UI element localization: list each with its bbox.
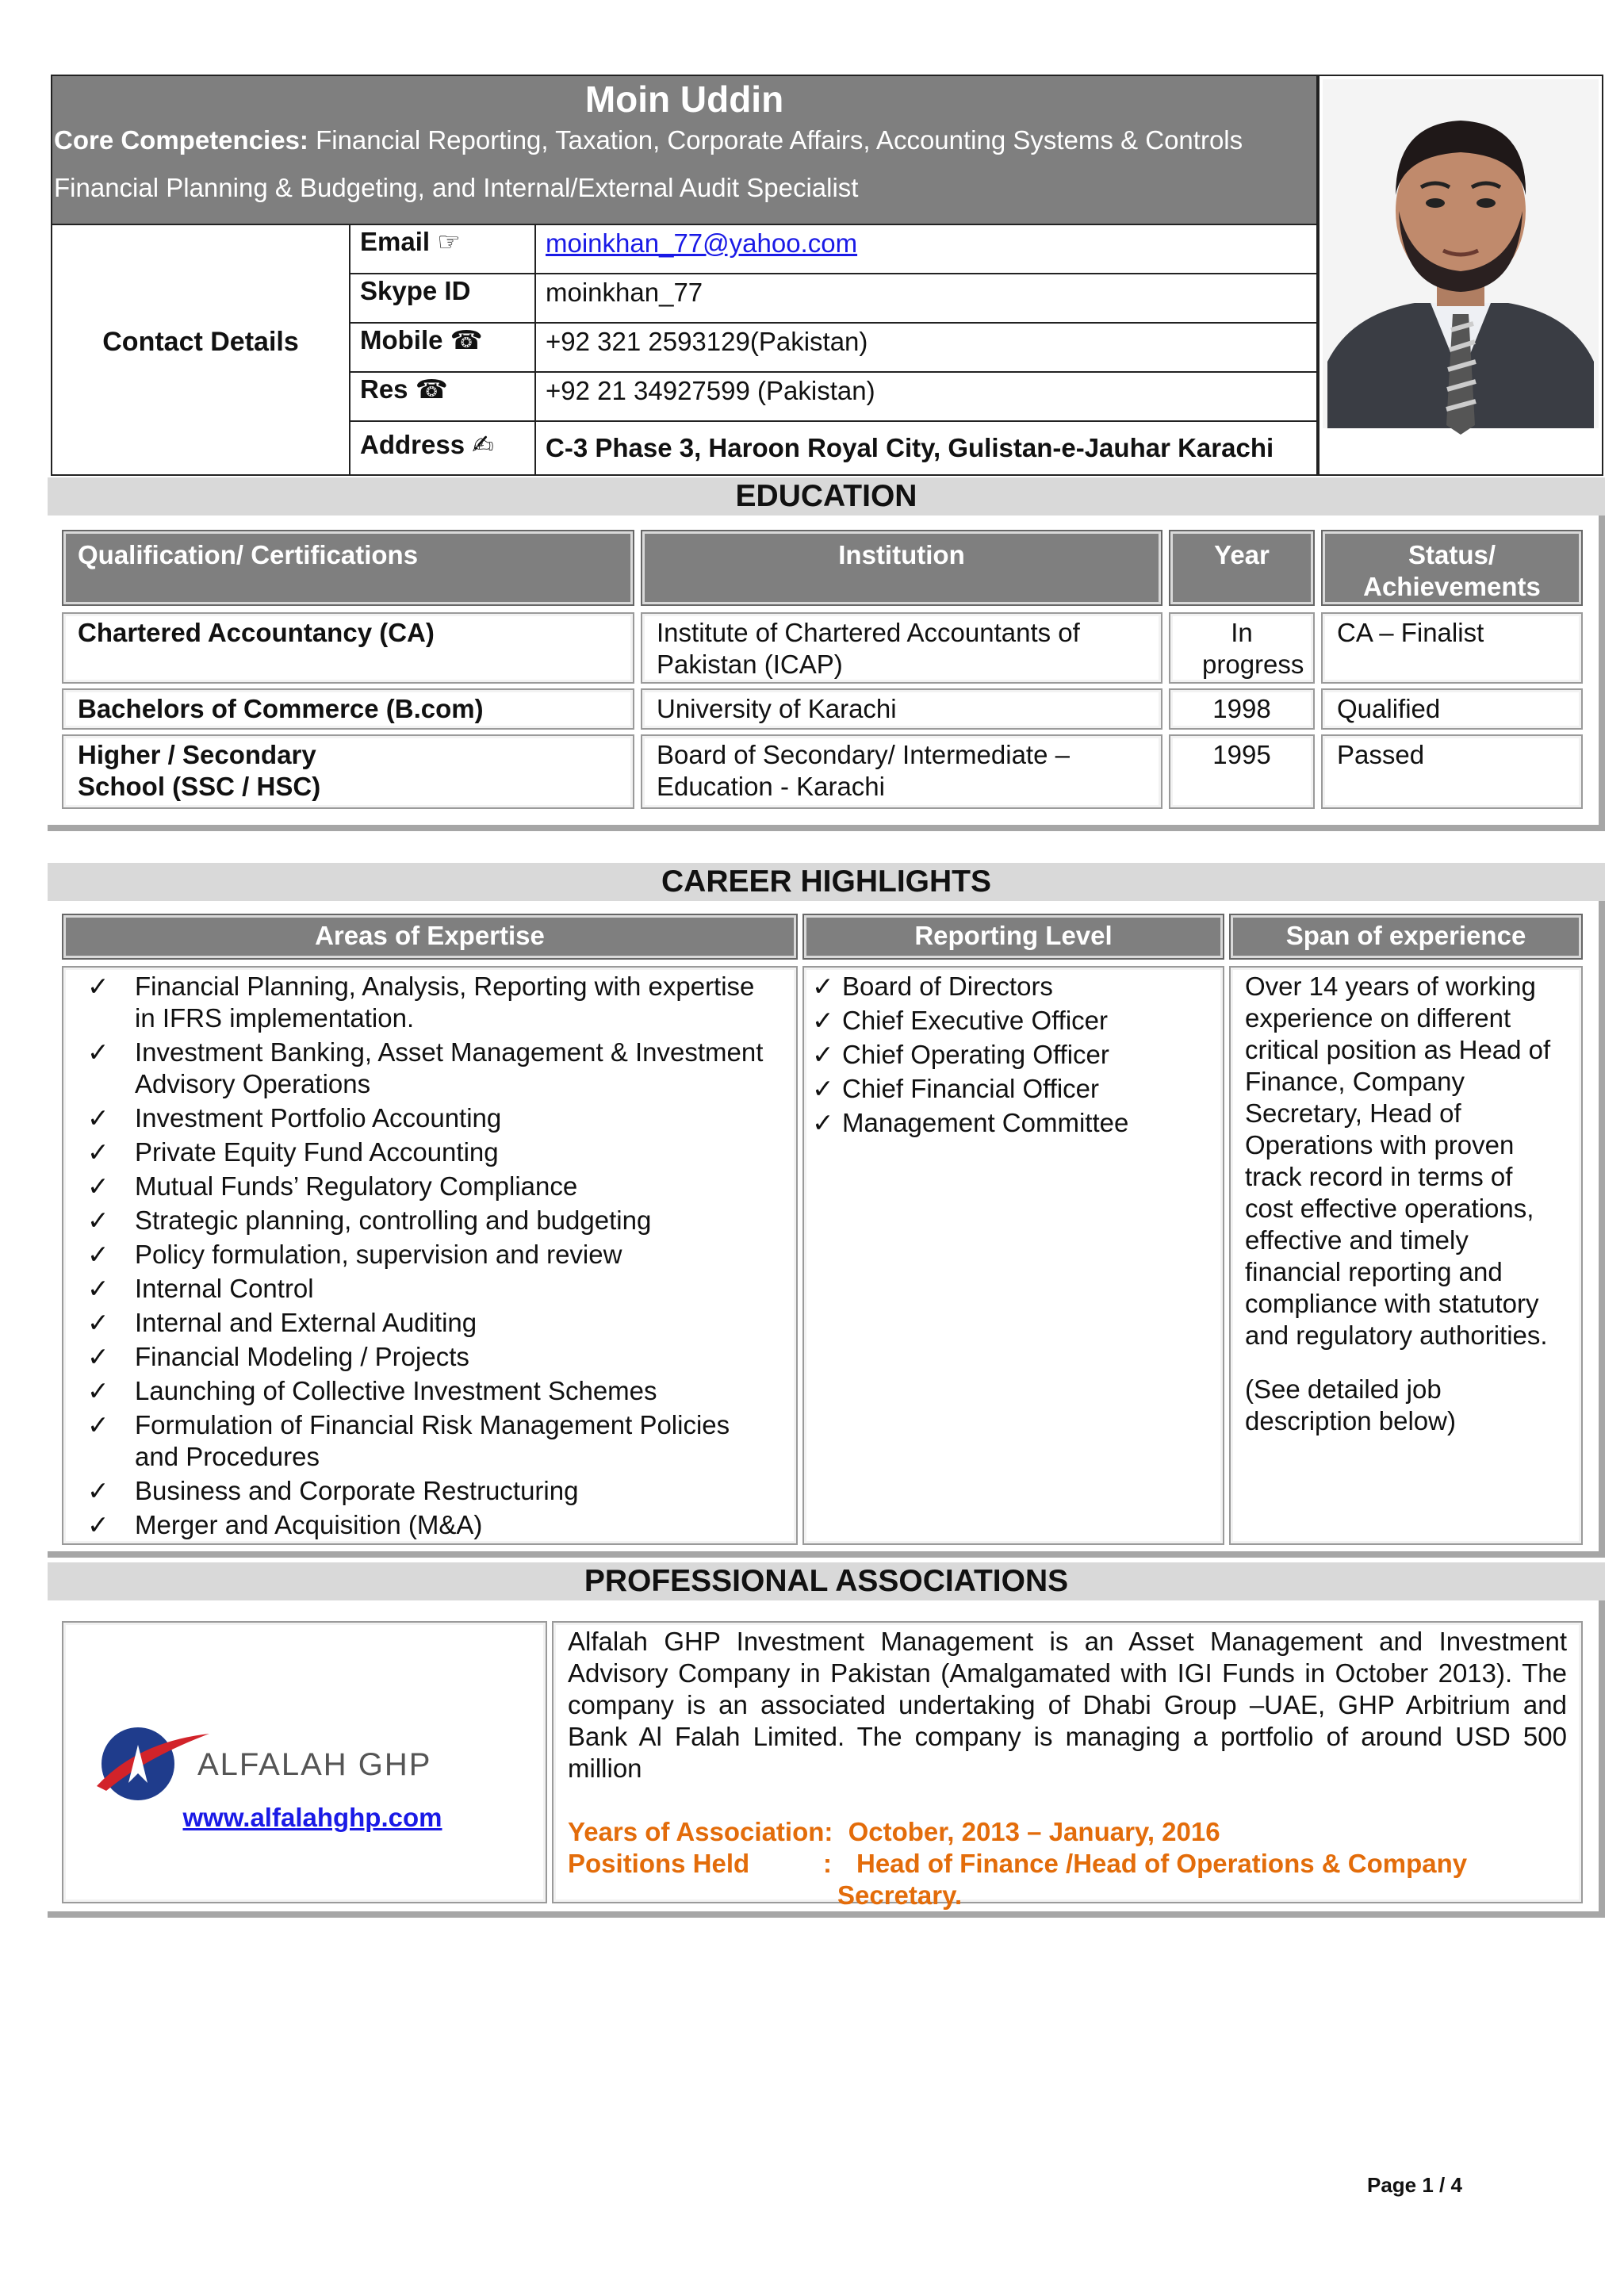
address-value: C-3 Phase 3, Haroon Royal City, Gulistan-e-Jauhar Karachi [546,433,1274,462]
edu-row-2-status: Qualified [1321,688,1583,730]
checkmark-icon: ✓ [87,972,109,1001]
contact-table [51,224,1318,476]
association-description: Alfalah GHP Investment Management is an Asset Management and Investment Advisory Company in Pakistan (Amalgamated with IGI Funds in October 2013). The company is an associated undertaking of Dhabi Group –UAE, GHP Arbitrium and Bank Al Falah Limited. The company is managing a portfolio of around USD 500 million [568,1627,1567,1783]
contact-row-mobile [350,324,1316,373]
contact-row-address [350,422,1316,476]
edu-row-3-year: 1995 [1169,734,1315,809]
reporting-item-text: Chief Executive Officer [842,1006,1109,1035]
competencies-text-1: Financial Reporting, Taxation, Corporate Affairs, Accounting Systems & Controls [316,125,1243,155]
mobile-label: Mobile [360,325,443,355]
years-label: Years of Association: [568,1817,833,1846]
edu-header-year: Year [1169,530,1315,606]
edu-row-1-institution: Institute of Chartered Accountants of Pakistan (ICAP) [641,612,1162,684]
associations-panel [48,1600,1605,1918]
pointing-hand-icon: ☞ [437,227,461,256]
reporting-item [804,971,1215,1002]
expertise-item [63,1273,764,1305]
reporting-item-text: Board of Directors [842,972,1053,1001]
edu-row-1-year: In progress [1169,612,1315,684]
years-value: October, 2013 – January, 2016 [848,1817,1220,1846]
res-value: +92 21 34927599 (Pakistan) [546,376,875,405]
edu-row-2-qualification: Bachelors of Commerce (B.com) [62,688,634,730]
checkmark-icon: ✓ [87,1137,109,1167]
education-panel [48,516,1605,831]
checkmark-icon: ✓ [87,1037,109,1067]
checkmark-icon: ✓ [87,1308,109,1337]
expertise-item-text: Strategic planning, controlling and budgeting [135,1205,652,1235]
positions-separator: : [823,1849,832,1878]
edu-header-status: Status/ Achievements [1321,530,1583,606]
profile-photo [1320,76,1602,474]
reporting-item-text: Chief Financial Officer [842,1074,1100,1103]
candidate-name: Moin Uddin [584,79,784,120]
reporting-item [804,1107,1215,1139]
reporting-item-text: Chief Operating Officer [842,1040,1109,1069]
edu-row-1-qualification: Chartered Accountancy (CA) [62,612,634,684]
edu-row-2-institution: University of Karachi [641,688,1162,730]
checkmark-icon: ✓ [87,1510,109,1539]
expertise-item-text: Mutual Funds’ Regulatory Compliance [135,1171,578,1201]
expertise-item [63,1475,764,1507]
reporting-cell [802,966,1224,1545]
checkmark-icon: ✓ [87,1376,109,1405]
checkmark-icon: ✓ [87,1240,109,1269]
expertise-item [63,1137,764,1168]
email-label: Email [360,227,431,256]
logo-text: ALFALAH GHP [197,1747,432,1782]
telephone-icon: ☎ [415,374,448,404]
competencies-line-1 [54,125,1243,155]
page-number: Page 1 / 4 [1367,2173,1462,2197]
address-label: Address [360,430,465,459]
checkmark-icon: ✓ [812,1040,834,1069]
career-panel [48,901,1605,1558]
career-header-span: Span of experience [1229,914,1583,960]
reporting-item-text: Management Committee [842,1108,1129,1137]
expertise-item-text: Internal and External Auditing [135,1308,477,1337]
career-heading: CAREER HIGHLIGHTS [48,863,1605,901]
span-cell [1229,966,1583,1545]
expertise-item-text: Launching of Collective Investment Schemes [135,1376,657,1405]
expertise-item-text: Merger and Acquisition (M&A) [135,1510,483,1539]
expertise-item [63,1205,764,1236]
reporting-item [804,1039,1215,1071]
expertise-item [63,1307,764,1339]
competencies-label: Core Competencies: [54,125,308,155]
contact-row-email [350,225,1316,274]
contact-row-res [350,373,1316,422]
header-block [51,75,1318,225]
association-details-cell [552,1621,1583,1910]
mobile-value: +92 321 2593129(Pakistan) [546,327,868,356]
expertise-item-text: Formulation of Financial Risk Management Policies and Procedures [135,1410,730,1471]
expertise-item [63,1341,764,1373]
contact-row-skype [350,274,1316,324]
span-note: (See detailed job description below) [1245,1374,1456,1435]
expertise-item [63,1409,764,1473]
expertise-item-text: Financial Modeling / Projects [135,1342,469,1371]
expertise-item-text: Policy formulation, supervision and review [135,1240,622,1269]
education-heading: EDUCATION [48,477,1605,516]
email-link[interactable]: moinkhan_77@yahoo.com [546,228,858,258]
checkmark-icon: ✓ [87,1171,109,1201]
competencies-text-2: Financial Planning & Budgeting, and Internal/External Audit Specialist [54,173,859,202]
associations-heading: PROFESSIONAL ASSOCIATIONS [48,1562,1605,1600]
contact-title: Contact Details [102,327,299,357]
expertise-list [63,971,764,1541]
res-label: Res [360,374,408,404]
career-header-reporting: Reporting Level [802,914,1224,960]
expertise-item-text: Internal Control [135,1274,314,1303]
checkmark-icon: ✓ [812,1108,834,1137]
writing-hand-icon: ✍ [472,430,494,459]
contact-title-cell [52,225,350,474]
career-header-expertise: Areas of Expertise [62,914,798,960]
edu-row-3-institution: Board of Secondary/ Intermediate – Education - Karachi [641,734,1162,809]
checkmark-icon: ✓ [87,1476,109,1505]
checkmark-icon: ✓ [87,1103,109,1133]
checkmark-icon: ✓ [87,1342,109,1371]
expertise-item [63,1037,764,1100]
years-of-association [568,1816,1567,1848]
positions-held [568,1848,1567,1911]
expertise-item-text: Private Equity Fund Accounting [135,1137,499,1167]
checkmark-icon: ✓ [812,1006,834,1035]
edu-row-2-year: 1998 [1169,688,1315,730]
expertise-item [63,1239,764,1271]
skype-label: Skype ID [350,274,536,322]
expertise-item [63,1375,764,1407]
edu-header-institution: Institution [641,530,1162,606]
edu-row-1-status: CA – Finalist [1321,612,1583,684]
edu-row-3-qualification: Higher / Secondary School (SSC / HSC) [62,734,634,809]
positions-value: Head of Finance /Head of Operations & Company Secretary. [837,1849,1468,1910]
positions-label: Positions Held [568,1849,750,1878]
expertise-item-text: Business and Corporate Restructuring [135,1476,579,1505]
profile-photo-cell [1318,75,1603,476]
checkmark-icon: ✓ [87,1410,109,1439]
expertise-item [63,1509,764,1541]
edu-header-qualification: Qualification/ Certifications [62,530,634,606]
expertise-item-text: Investment Banking, Asset Management & Investment Advisory Operations [135,1037,764,1098]
expertise-item [63,1102,764,1134]
expertise-item [63,971,764,1034]
expertise-item-text: Investment Portfolio Accounting [135,1103,502,1133]
website-link[interactable]: www.alfalahghp.com [182,1803,442,1832]
reporting-item [804,1073,1215,1105]
checkmark-icon: ✓ [812,1074,834,1103]
telephone-icon: ☎ [450,325,483,355]
expertise-item-text: Financial Planning, Analysis, Reporting with expertise in IFRS implementation. [135,972,755,1033]
skype-value: moinkhan_77 [546,278,703,307]
expertise-item [63,1171,764,1202]
reporting-list [804,971,1215,1139]
reporting-item [804,1005,1215,1037]
checkmark-icon: ✓ [812,972,834,1001]
checkmark-icon: ✓ [87,1274,109,1303]
alfalah-logo [90,1718,503,1805]
logo-cell [62,1621,547,1903]
edu-row-3-status: Passed [1321,734,1583,809]
checkmark-icon: ✓ [87,1205,109,1235]
span-text: Over 14 years of working experience on different critical position as Head of Finance, Company Secretary, Head of Operations with proven track record in terms of cost effective operations, effective and timely financial reporting and compliance with statutory and regulatory authorities. [1245,972,1551,1350]
expertise-cell [62,966,798,1545]
